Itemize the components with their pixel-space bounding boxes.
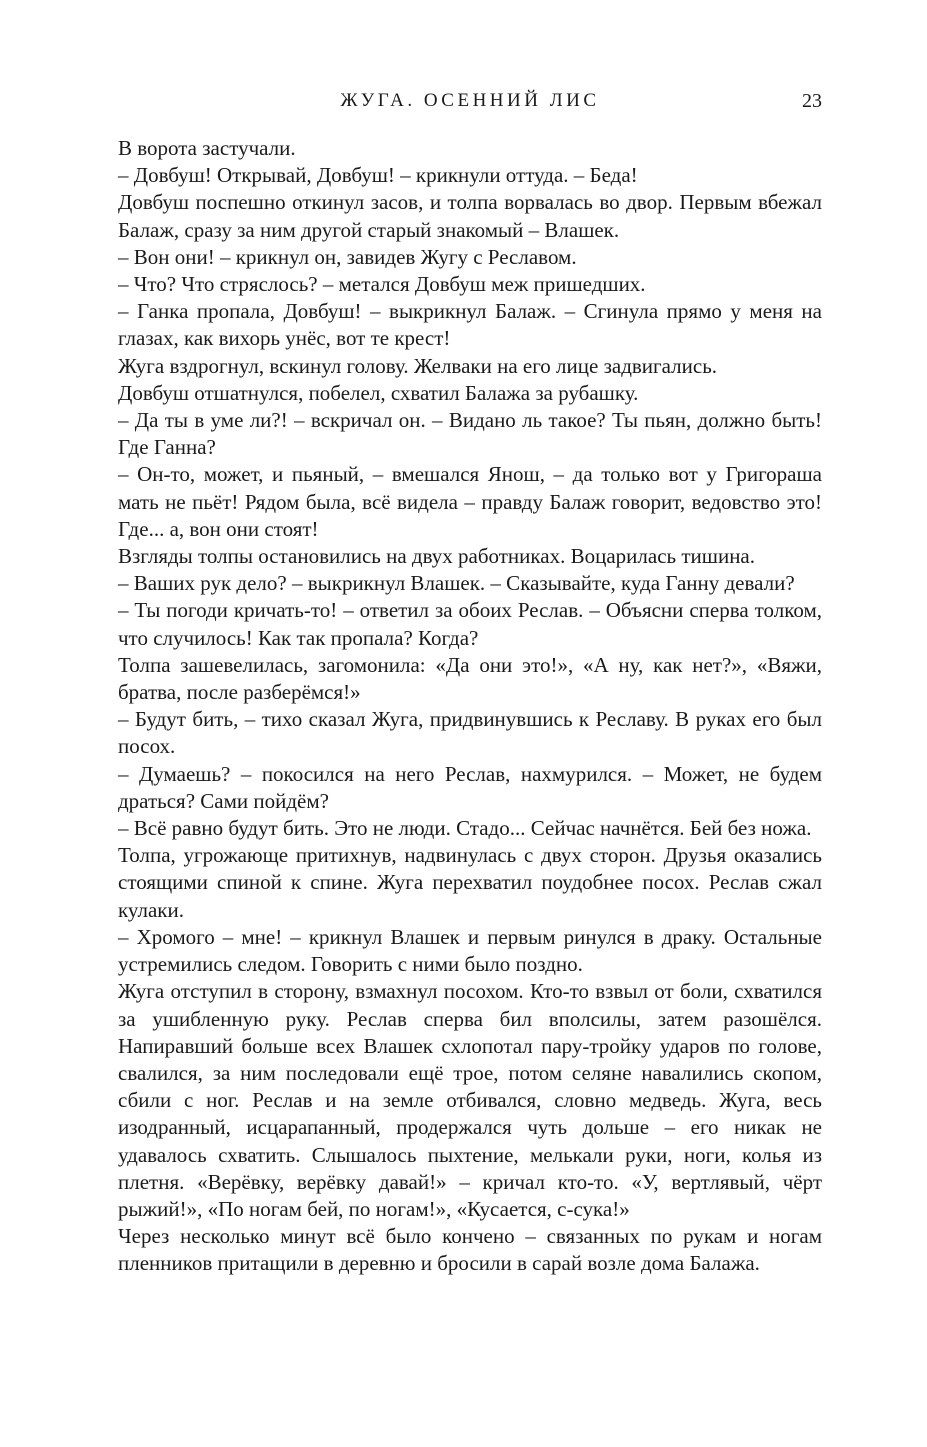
page-number: 23 xyxy=(802,90,822,112)
paragraph: Жуга отступил в сторону, взмахнул посохом. Кто-то взвыл от боли, схватился за ушибленную руку. Реслав сперва бил вполсилы, затем разошёлся. Напиравший больше всех Влашек схлопотал пару-тройку ударов по голове, свалился, за ним последовали ещё трое, потом селяне навалились скопом, сбили с ног. Реслав и на земле отбивался, словно медведь. Жуга, весь изодранный, исцарапанный, продержался чуть дольше – его никак не удавалось схватить. Слышалось пыхтение, мелькали руки, ноги, колья из плетня. «Верёвку, верёвку давай!» – кричал кто-то. «У, вертлявый, чёрт рыжий!», «По ногам бей, по ногам!», «Кусается, с-сука!» xyxy=(118,979,822,1221)
paragraph: – Что? Что стряслось? – метался Довбуш меж пришедших. xyxy=(118,272,646,297)
paragraph: Довбуш отшатнулся, побелел, схватил Балажа за рубашку. xyxy=(118,380,639,405)
running-head xyxy=(118,86,822,116)
paragraph: – Всё равно будут бить. Это не люди. Стадо... Сейчас начнётся. Бей без ножа. xyxy=(118,816,812,841)
paragraph: – Довбуш! Открывай, Довбуш! – крикнули оттуда. – Беда! xyxy=(118,163,638,188)
paragraph: – Ганка пропала, Довбуш! – выкрикнул Балаж. – Сгинула прямо у меня на глазах, как вихорь унёс, вот те крест! xyxy=(118,299,822,351)
paragraph: – Ты погоди кричать-то! – ответил за обоих Реслав. – Объясни сперва толком, что случилось! Как так пропала? Когда? xyxy=(118,598,822,650)
paragraph: Толпа зашевелилась, загомонила: «Да они это!», «А ну, как нет?», «Вяжи, братва, после разберёмся!» xyxy=(118,652,822,705)
paragraph: Взгляды толпы остановились на двух работниках. Воцарилась тишина. xyxy=(118,544,756,569)
paragraph: – Будут бить, – тихо сказал Жуга, придвинувшись к Реславу. В руках его был посох. xyxy=(118,707,822,759)
paragraph: Через несколько минут всё было кончено – связанных по рукам и ногам пленников притащили в деревню и бросили в сарай возле дома Балажа. xyxy=(118,1224,822,1276)
paragraph: – Думаешь? – покосился на него Реслав, нахмурился. – Может, не будем драться? Сами пойдём? xyxy=(118,761,822,813)
paragraph: В ворота застучали. xyxy=(118,136,296,160)
paragraph: – Вон они! – крикнул он, завидев Жугу с Реславом. xyxy=(118,244,577,269)
text-block xyxy=(118,135,822,1278)
paragraph: – Хромого – мне! – крикнул Влашек и первым ринулся в драку. Остальные устремились следом. Говорить с ними было поздно. xyxy=(118,924,822,977)
paragraph: Довбуш поспешно откинул засов, и толпа ворвалась во двор. Первым вбежал Балаж, сразу за ним другой старый знакомый – Влашек. xyxy=(118,190,822,242)
paragraph: – Ваших рук дело? – выкрикнул Влашек. – Сказывайте, куда Ганну девали? xyxy=(118,571,795,596)
paragraph: – Он-то, может, и пьяный, – вмешался Янош, – да только вот у Григораша мать не пьёт! Рядом была, всё видела – правду Балаж говорит, ведовство это! Где... а, вон они стоят! xyxy=(118,462,822,541)
paragraph: Жуга вздрогнул, вскинул голову. Желваки на его лице задвигались. xyxy=(118,353,718,378)
running-title: ЖУГА. ОСЕННИЙ ЛИС xyxy=(340,90,600,111)
paragraph: Толпа, угрожающе притихнув, надвинулась с двух сторон. Друзья оказались стоящими спиной к спине. Жуга перехватил поудобнее посох. Реслав сжал кулаки. xyxy=(118,843,822,922)
paragraph: – Да ты в уме ли?! – вскричал он. – Видано ль такое? Ты пьян, должно быть! Где Ганна? xyxy=(118,408,822,460)
